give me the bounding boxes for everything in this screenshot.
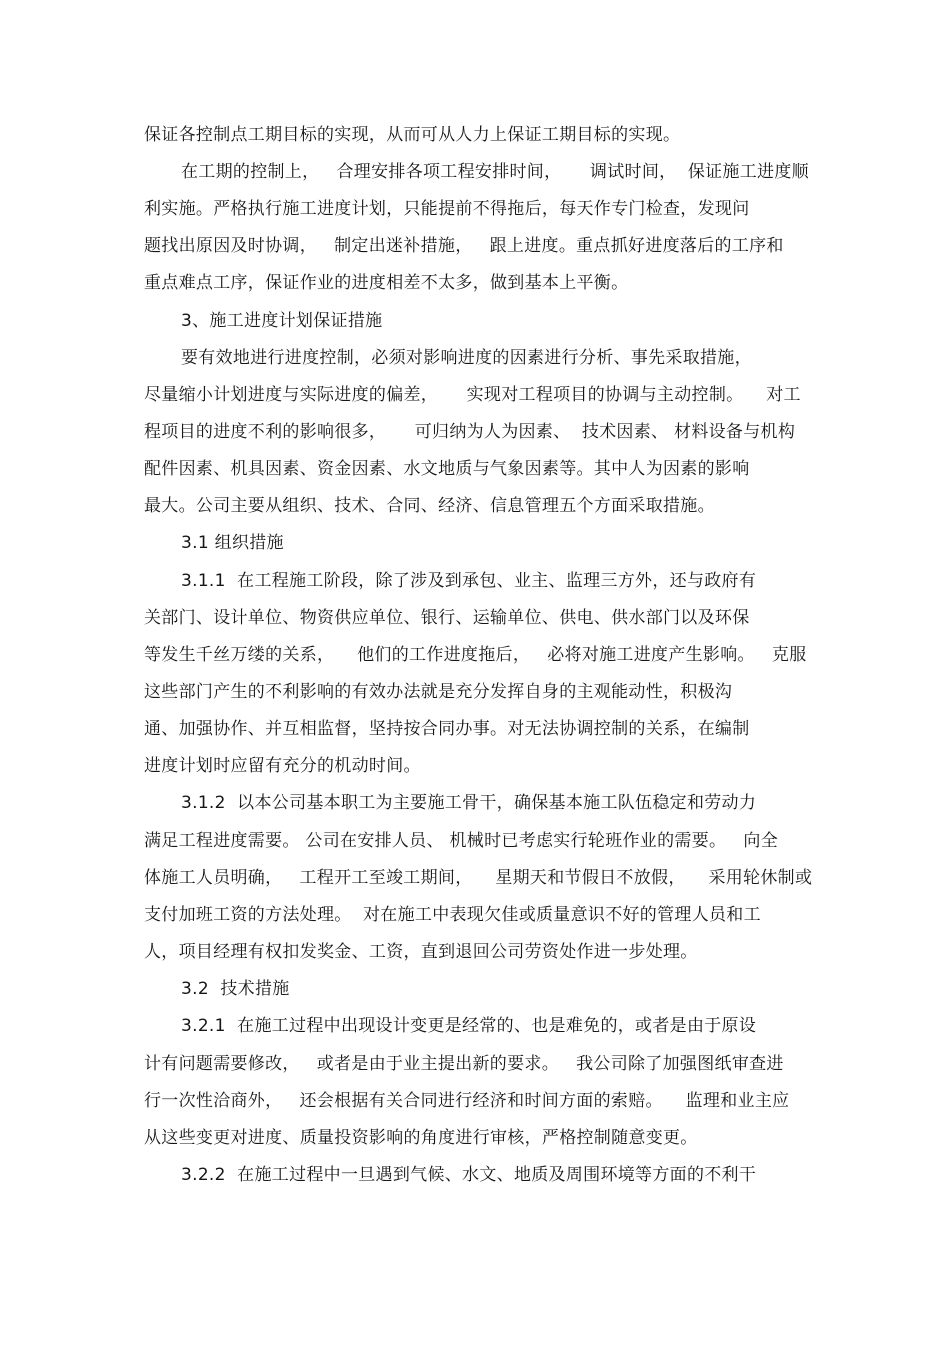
- text-line-21: 体施工人员明确， 工程开工至竣工期间， 星期天和节假日不放假， 采用轮休制或: [144, 868, 813, 888]
- text-line-13: 3.1.1 在工程施工阶段，除了涉及到承包、业主、监理三方外，还与政府有: [181, 571, 757, 591]
- text-line-27: 行一次性洽商外， 还会根据有关合同进行经济和时间方面的索赔。 监理和业主应: [144, 1091, 790, 1111]
- text-line-26: 计有问题需要修改， 或者是由于业主提出新的要求。 我公司除了加强图纸审查进: [144, 1054, 784, 1074]
- section-heading-3-1: 3.1 组织措施: [181, 533, 284, 553]
- text-line-17: 通、加强协作、并互相监督，坚持按合同办事。对无法协调控制的关系，在编制: [144, 719, 750, 739]
- text-line-7: 要有效地进行进度控制，必须对影响进度的因素进行分析、事先采取措施，: [181, 348, 752, 368]
- text-line-2: 在工期的控制上， 合理安排各项工程安排时间， 调试时间， 保证施工进度顺: [181, 162, 809, 182]
- text-line-28: 从这些变更对进度、质量投资影响的角度进行审核，严格控制随意变更。: [144, 1128, 698, 1148]
- text-line-8: 尽量缩小计划进度与实际进度的偏差， 实现对工程项目的协调与主动控制。 对工: [144, 385, 801, 405]
- text-line-20: 满足工程进度需要。 公司在安排人员、 机械时已考虑实行轮班作业的需要。 向全: [144, 831, 779, 851]
- text-line-1: 保证各控制点工期目标的实现，从而可从人力上保证工期目标的实现。: [144, 125, 681, 145]
- text-line-5: 重点难点工序，保证作业的进度相差不太多，做到基本上平衡。: [144, 273, 629, 293]
- text-line-25: 3.2.1 在施工过程中出现设计变更是经常的、也是难免的，或者是由于原设: [181, 1016, 757, 1036]
- text-line-15: 等发生千丝万缕的关系， 他们的工作进度拖后， 必将对施工进度产生影响。 克服: [144, 645, 807, 665]
- section-heading-3: 3、施工进度计划保证措施: [181, 311, 383, 331]
- text-line-18: 进度计划时应留有充分的机动时间。: [144, 756, 421, 776]
- text-line-4: 题找出原因及时协调， 制定出迷补措施， 跟上进度。重点抓好进度落后的工序和: [144, 236, 784, 256]
- text-line-22: 支付加班工资的方法处理。 对在施工中表现欠佳或质量意识不好的管理人员和工: [144, 905, 761, 925]
- text-line-9: 程项目的进度不利的影响很多， 可归纳为人为因素、 技术因素、 材料设备与机构: [144, 422, 796, 442]
- text-line-14: 关部门、设计单位、物资供应单位、银行、运输单位、供电、供水部门以及环保: [144, 608, 750, 628]
- text-line-11: 最大。公司主要从组织、技术、合同、经济、信息管理五个方面采取措施。: [144, 496, 715, 516]
- section-heading-3-2: 3.2 技术措施: [181, 979, 290, 999]
- text-line-19: 3.1.2 以本公司基本职工为主要施工骨干，确保基本施工队伍稳定和劳动力: [181, 793, 757, 813]
- text-line-10: 配件因素、机具因素、资金因素、水文地质与气象因素等。其中人为因素的影响: [144, 459, 750, 479]
- text-line-29: 3.2.2 在施工过程中一旦遇到气候、水文、地质及周围环境等方面的不利干: [181, 1165, 757, 1185]
- text-line-16: 这些部门产生的不利影响的有效办法就是充分发挥自身的主观能动性，积极沟: [144, 682, 733, 702]
- text-line-3: 利实施。严格执行施工进度计划，只能提前不得拖后，每天作专门检查，发现问: [144, 199, 750, 219]
- text-line-23: 人，项目经理有权扣发奖金、工资，直到退回公司劳资处作进一步处理。: [144, 942, 698, 962]
